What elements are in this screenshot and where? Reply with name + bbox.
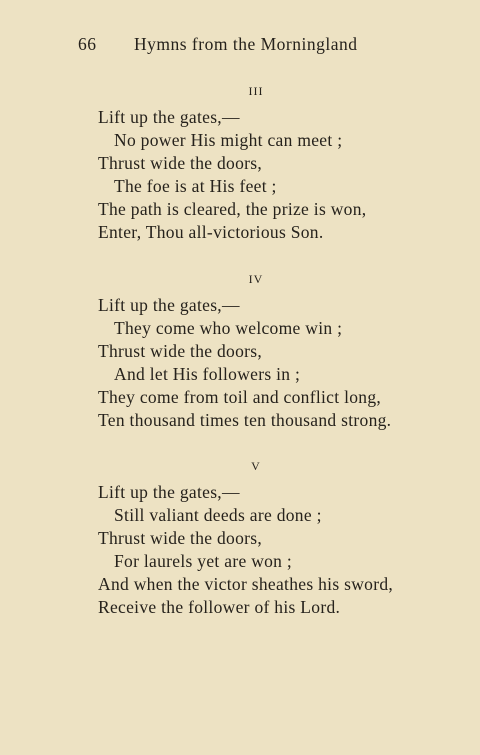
verse-line: No power His might can meet ; <box>114 130 343 150</box>
running-head <box>78 34 408 55</box>
verse-line: And when the victor sheathes his sword, <box>98 574 394 594</box>
verse-line: Thrust wide the doors, <box>98 341 263 361</box>
verse-line: For laurels yet are won ; <box>114 551 293 571</box>
verse-line: Thrust wide the doors, <box>98 528 263 548</box>
verse-line: Receive the follower of his Lord. <box>98 597 341 617</box>
stanza-v <box>98 459 458 619</box>
stanza-numeral: IV <box>248 272 264 286</box>
verse-line: Lift up the gates,— <box>98 482 240 502</box>
stanza-iv <box>98 272 458 432</box>
verse-line: Lift up the gates,— <box>98 107 240 127</box>
verse-line: The path is cleared, the prize is won, <box>98 199 367 219</box>
page-number: 66 <box>78 34 97 54</box>
verse-line: Enter, Thou all-victorious Son. <box>98 222 324 242</box>
verse-line: Still valiant deeds are done ; <box>114 505 322 525</box>
verse-line: And let His followers in ; <box>114 364 301 384</box>
verse-line: Lift up the gates,— <box>98 295 240 315</box>
verse-line: They come from toil and conflict long, <box>98 387 382 407</box>
running-title: Hymns from the Morningland <box>134 34 358 54</box>
verse-line: The foe is at His feet ; <box>114 176 277 196</box>
verse-line: They come who welcome win ; <box>114 318 343 338</box>
stanza-iii <box>98 84 458 244</box>
verse-line: Ten thousand times ten thousand strong. <box>98 410 392 430</box>
stanza-numeral: V <box>251 459 261 473</box>
verse-line: Thrust wide the doors, <box>98 153 263 173</box>
stanza-numeral: III <box>248 84 264 98</box>
